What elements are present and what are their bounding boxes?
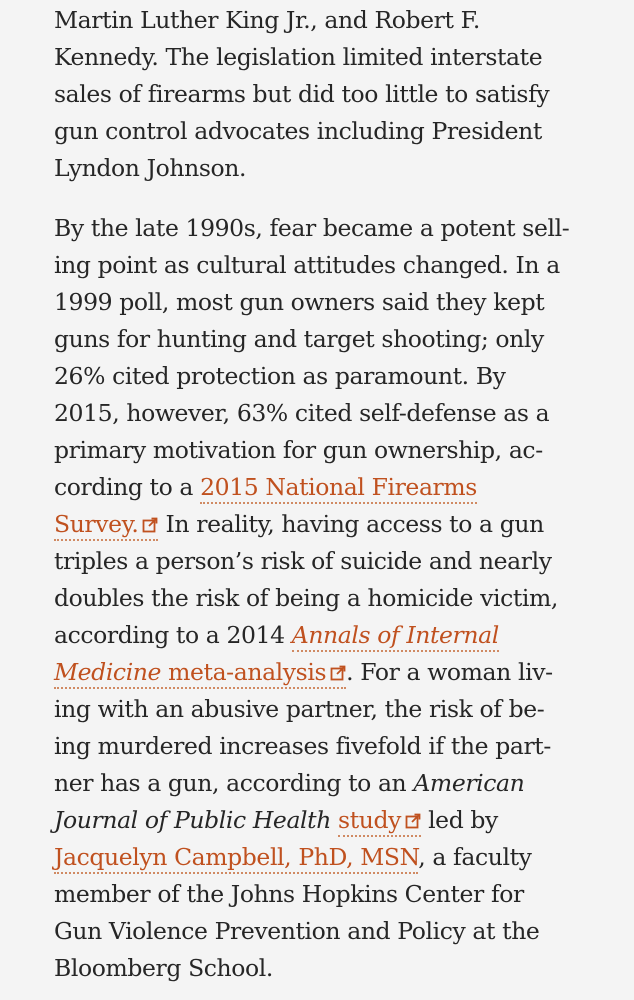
study-link[interactable]	[338, 806, 421, 837]
text-fragment: . For a woman liv-	[346, 658, 553, 686]
text-line	[54, 506, 544, 543]
text-line: 2015, however, 63% cited self-defense as a	[54, 399, 550, 427]
text-line	[54, 765, 524, 802]
journal-name: Journal of Public Health	[54, 806, 331, 834]
text-line: gun control advocates including President	[54, 117, 542, 145]
text-line: primary motivation for gun ownership, ac-	[54, 436, 543, 464]
text-line	[54, 617, 499, 654]
text-line: Bloomberg School.	[54, 954, 273, 982]
journal-name: American	[413, 769, 525, 797]
text-line: 1999 poll, most gun owners said they kept	[54, 288, 545, 316]
text-line: ing with an abusive partner, the risk of be-	[54, 695, 545, 723]
link-text: study	[338, 806, 401, 834]
external-link-icon	[330, 665, 346, 681]
national-firearms-survey-link[interactable]: 2015 National Firearms	[200, 473, 477, 504]
text-line: sales of firearms but did too little to satisfy	[54, 80, 550, 108]
text-line: Lyndon Johnson.	[54, 154, 247, 182]
text-fragment: In reality, having access to a gun	[158, 510, 544, 538]
text-line: Martin Luther King Jr., and Robert F.	[54, 6, 480, 34]
text-line	[54, 469, 477, 506]
annals-internal-medicine-link[interactable]	[292, 621, 499, 652]
text-fragment	[331, 806, 338, 834]
link-text: meta-analysis	[161, 658, 327, 686]
text-fragment: cording to a	[54, 473, 201, 501]
text-line: 26% cited protection as paramount. By	[54, 362, 506, 390]
text-fragment: ner has a gun, according to an	[54, 769, 414, 797]
text-line: doubles the risk of being a homicide victim,	[54, 584, 558, 612]
text-line	[54, 802, 498, 839]
text-line: member of the Johns Hopkins Center for	[54, 880, 524, 908]
external-link-icon	[405, 813, 421, 829]
link-text: Medicine	[54, 658, 162, 686]
link-text: Annals of Internal	[291, 621, 499, 649]
text-line: ing murdered increases fivefold if the part-	[54, 732, 551, 760]
text-line: Kennedy. The legislation limited interstate	[54, 43, 543, 71]
text-line: triples a person’s risk of suicide and nearly	[54, 547, 552, 575]
text-line: ing point as cultural attitudes changed. In a	[54, 251, 560, 279]
external-link-icon	[142, 517, 158, 533]
national-firearms-survey-link-cont[interactable]	[54, 510, 158, 541]
text-line: By the late 1990s, fear became a potent sell-	[54, 214, 570, 242]
annals-internal-medicine-link-cont[interactable]	[54, 658, 346, 689]
text-fragment: led by	[421, 806, 498, 834]
text-fragment: according to a 2014	[54, 621, 292, 649]
link-text: Survey.	[54, 510, 139, 538]
text-line	[54, 654, 553, 691]
text-line: guns for hunting and target shooting; only	[54, 325, 544, 353]
jacquelyn-campbell-link[interactable]: Jacquelyn Campbell, PhD, MSN	[54, 843, 418, 874]
text-fragment: , a faculty	[418, 843, 532, 871]
text-line: Gun Violence Prevention and Policy at the	[54, 917, 540, 945]
text-line	[54, 839, 532, 876]
